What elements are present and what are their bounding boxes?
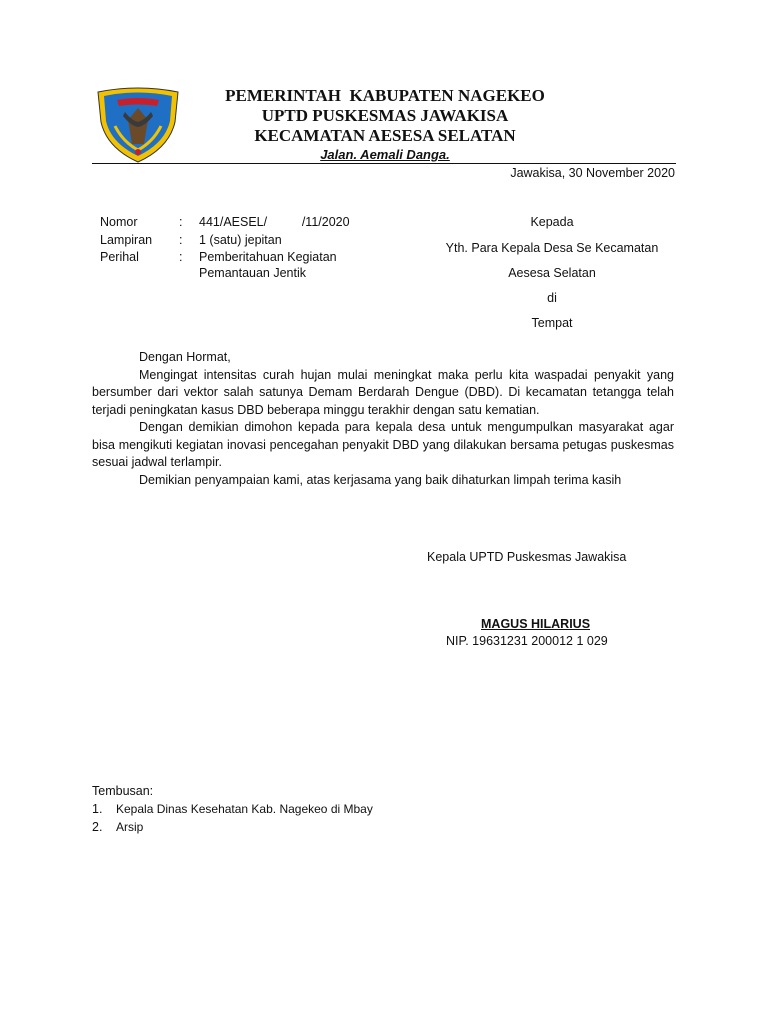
cc-item-text: Arsip [116, 820, 144, 834]
letterhead-district: KECAMATAN AESESA SELATAN [254, 126, 516, 145]
recipient-di: di [547, 291, 557, 305]
letter-body [92, 349, 674, 489]
greeting: Dengan Hormat, [139, 350, 231, 364]
meta-value-lampiran: 1 (satu) jepitan [199, 233, 282, 247]
meta-value-nomor: 441/AESEL/ /11/2020 [199, 215, 350, 229]
body-paragraph-3: Demikian penyampaian kami, atas kerjasama yang baik dihaturkan limpah terima kasih [139, 472, 622, 487]
meta-colon: : [179, 233, 183, 247]
regency-emblem-logo [95, 86, 181, 164]
body-paragraph-2: Dengan demikian dimohon kepada para kepala desa untuk mengumpulkan masyarakat agar bisa mengikuti kegiatan inovasi pencegahan penyakit DBD yang dilakukan bersama petugas puskesmas sesuai jadwal terlampir. [92, 420, 674, 469]
meta-colon: : [179, 250, 183, 264]
recipient-kepada: Kepada [530, 215, 574, 229]
recipient-area: Aesesa Selatan [508, 266, 596, 280]
letterhead-institution: UPTD PUSKESMAS JAWAKISA [261, 106, 509, 125]
letter-date: Jawakisa, 30 November 2020 [510, 166, 675, 180]
meta-label-lampiran: Lampiran [100, 233, 153, 247]
cc-item-number: 2. [92, 820, 103, 834]
meta-value-perihal: Pemberitahuan Kegiatan [199, 250, 337, 264]
signatory-title: Kepala UPTD Puskesmas Jawakisa [427, 550, 627, 564]
recipient-addressee: Yth. Para Kepala Desa Se Kecamatan [445, 241, 659, 255]
letterhead-divider [92, 163, 676, 164]
signatory-nip: NIP. 19631231 200012 1 029 [446, 634, 608, 648]
cc-title: Tembusan: [92, 784, 154, 798]
meta-value-perihal-line2: Pemantauan Jentik [199, 266, 307, 280]
letterhead-address: Jalan. Aemali Danga. [320, 147, 450, 162]
body-paragraph-1: Mengingat intensitas curah hujan mulai meningkat maka perlu kita waspadai penyakit yang bersumber dari vektor salah satunya Demam Berdarah Dengue (DBD). Di kecamatan tetangga telah terjadi peningkatan kasus DBD beberapa minggu terakhir dengan satu kematian. [92, 367, 674, 417]
meta-colon: : [179, 215, 183, 229]
signatory-name: MAGUS HILARIUS [481, 617, 591, 631]
cc-item-text: Kepala Dinas Kesehatan Kab. Nagekeo di Mbay [116, 802, 373, 816]
recipient-place: Tempat [531, 316, 573, 330]
cc-item-number: 1. [92, 802, 103, 816]
meta-label-perihal: Perihal [100, 250, 139, 264]
meta-label-nomor: Nomor [100, 215, 138, 229]
letterhead-government: PEMERINTAH KABUPATEN NAGEKEO [225, 86, 545, 105]
